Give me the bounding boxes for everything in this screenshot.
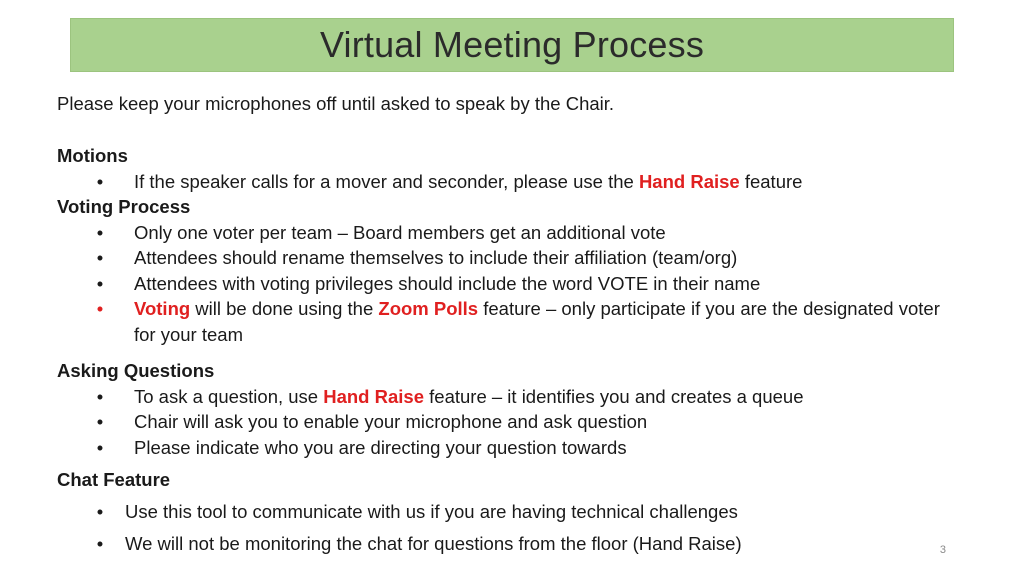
highlight-zoom-polls: Zoom Polls xyxy=(378,298,479,319)
bullet-icon: • xyxy=(96,171,104,192)
intro-text: Please keep your microphones off until asked to speak by the Chair. xyxy=(57,93,615,114)
bullet-text: If the speaker calls for a mover and seconder, please use the Hand Raise feature xyxy=(134,171,803,192)
bullet-text: Voting will be done using the Zoom Polls feature – only participate if you are the designated voter for your team xyxy=(134,298,940,345)
heading-chat-feature: Chat Feature xyxy=(57,469,171,490)
heading-motions: Motions xyxy=(57,145,128,166)
heading-asking-questions: Asking Questions xyxy=(57,360,215,381)
bullet-icon: • xyxy=(96,298,104,319)
bullet-icon: • xyxy=(96,222,104,243)
bullet-text: Use this tool to communicate with us if you are having technical challenges xyxy=(125,501,738,522)
bullet-icon: • xyxy=(96,247,104,268)
bullet-text: To ask a question, use Hand Raise feature – it identifies you and creates a queue xyxy=(134,386,804,407)
highlight-hand-raise: Hand Raise xyxy=(323,386,424,407)
bullet-icon: • xyxy=(96,273,104,294)
bullet-icon: • xyxy=(96,501,104,522)
bullet-icon: • xyxy=(96,437,104,458)
heading-voting-process: Voting Process xyxy=(57,196,191,217)
bullet-icon: • xyxy=(96,533,104,554)
slide-title: Virtual Meeting Process xyxy=(319,24,705,65)
bullet-text: Only one voter per team – Board members get an additional vote xyxy=(134,222,666,243)
highlight-hand-raise: Hand Raise xyxy=(638,171,740,192)
bullet-text: We will not be monitoring the chat for questions from the floor (Hand Raise) xyxy=(125,533,742,554)
bullet-icon: • xyxy=(96,386,104,407)
bullet-text: Chair will ask you to enable your microphone and ask question xyxy=(134,411,648,432)
bullet-text: Attendees with voting privileges should include the word VOTE in their name xyxy=(134,273,761,294)
bullet-icon: • xyxy=(96,411,104,432)
title-banner xyxy=(70,18,954,72)
highlight-voting: Voting xyxy=(134,298,191,319)
bullet-text: Please indicate who you are directing your question towards xyxy=(134,437,627,458)
bullet-text: Attendees should rename themselves to include their affiliation (team/org) xyxy=(134,247,738,268)
page-number: 3 xyxy=(939,544,946,556)
